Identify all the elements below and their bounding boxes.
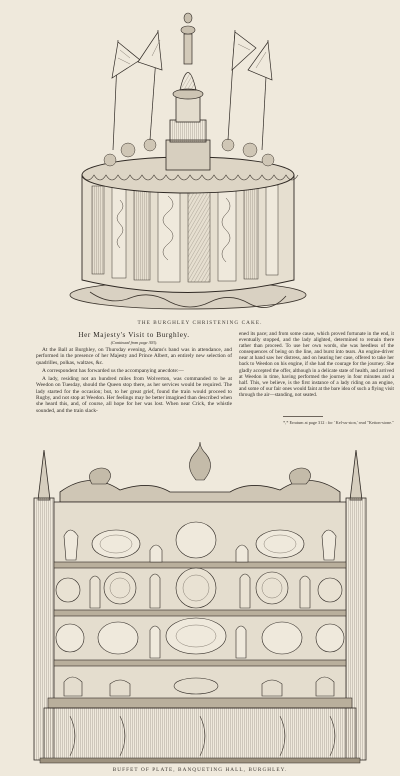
article-column-left [36, 347, 232, 416]
paragraph: At the Ball at Burghley, on Thursday evening, Adams's band was in attendance, and performed in the presence of her Majesty and Prince Albert, an entirely new selection of quadrilles, polkas, waltzes, &c. [36, 347, 232, 366]
article-title: Her Majesty's Visit to Burghley. [78, 331, 190, 339]
cake-caption: THE BURGHLEY CHRISTENING CAKE. [137, 320, 263, 326]
article-subtitle: (Continued from page 303). [110, 340, 158, 345]
footnote-rule [283, 416, 323, 417]
buffet-caption: BUFFET OF PLATE, BANQUETING HALL, BURGHLEY. [112, 767, 288, 773]
christening-cake-illustration [0, 0, 400, 330]
paragraph: A correspondent has forwarded us the accompanying anecdote:— [42, 367, 184, 374]
article-column-right [239, 331, 394, 400]
buffet-of-plate-illustration [0, 440, 400, 765]
paragraph: ened its pace; and from some cause, which proved fortunate in the end, it eventually stopped, and the lady alighted, determined to remain there rather than proceed. To use her own words, she was heedless of the consequences of being on the line, and burst into tears. An engine-driver near at hand saw her distress, and on hearing her case, offered to take her back to Weedon on his engine, if she had the courage for the journey. She gladly accepted the offer, although in a delicate state of health, and arrived at Weedon in time, having performed the journey in four minutes and a half. This, we believe, is the first instance of a lady riding on an engine, and some of our fair ones would faint at the bare idea of such a flying visit through the air—standing, not seated. [239, 331, 394, 398]
paragraph: A lady, residing not an hundred miles from Wolverton, was commanded to be at Weedon on Tuesday, should the Queen stop there, as her services would be required. The lady started for the occasion; but, to her great grief, found the train would proceed to Rugby, and not stop at Weedon. Her feelings may be better imagined than described when she heard this, and, of course, all hope for her was lost. When near Crick, the whistle sounded, and the train slack- [36, 375, 232, 414]
erratum-footnote: *,* Erratum at page 312 : for ' Kel-us-ston,' read "Ketton-stone." [283, 420, 394, 425]
